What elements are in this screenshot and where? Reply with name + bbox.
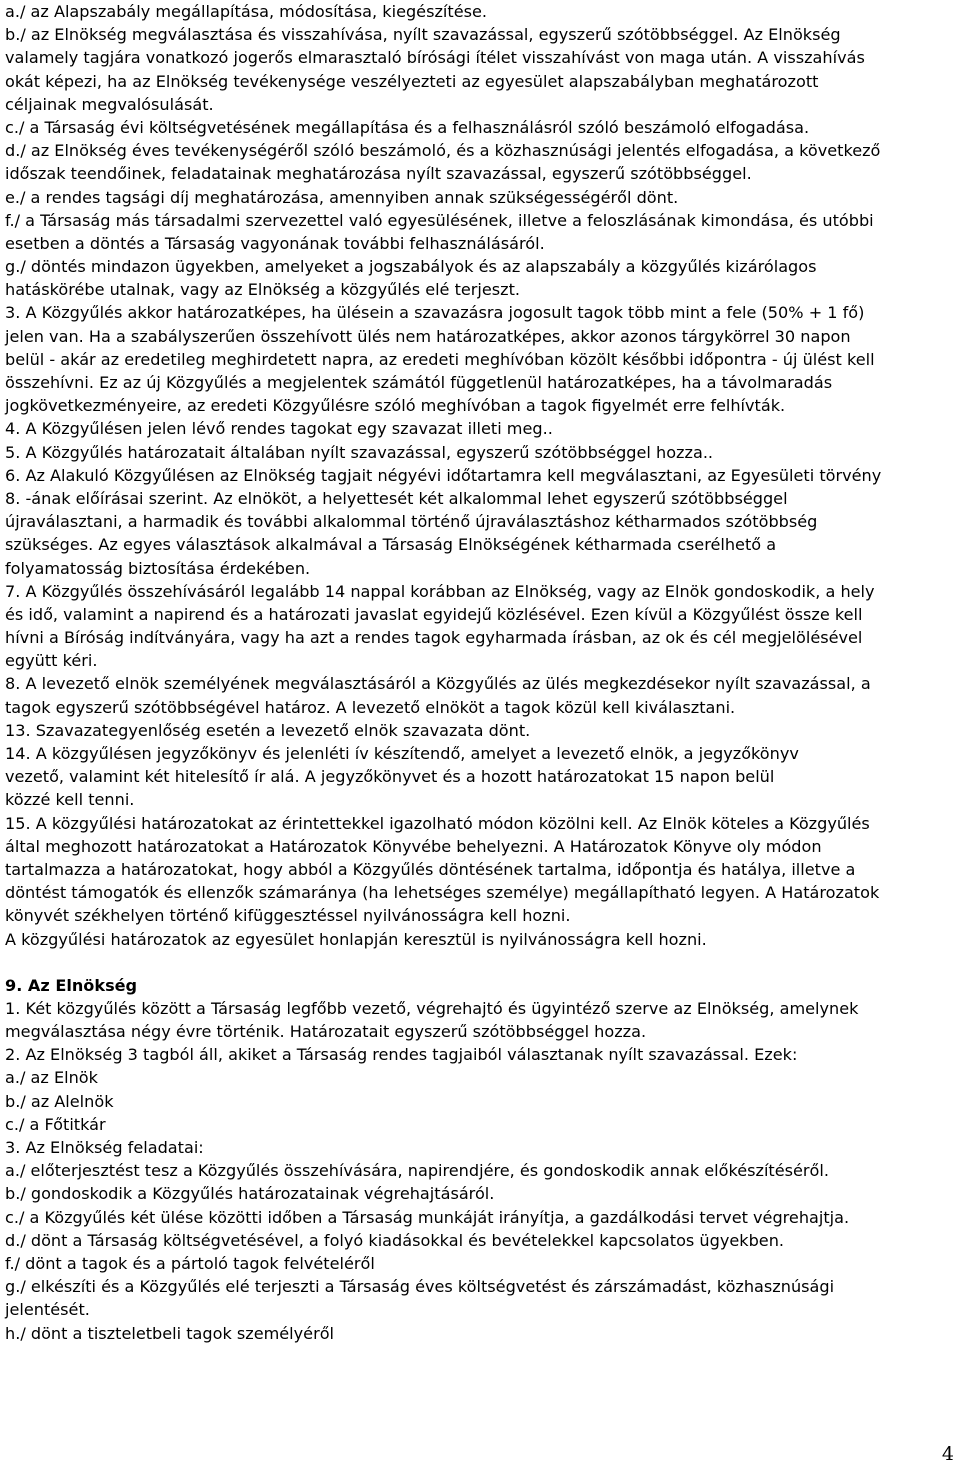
text-line: együtt kéri. [5,651,98,671]
text-line: esetben a döntés a Társaság vagyonának további felhasználásáról. [5,233,545,253]
paragraph-block-kozgyules [5,0,955,951]
text-line: b./ az Elnökség megválasztása és visszahívása, nyílt szavazással, egyszerű szótöbbséggel. Az Elnökség [5,25,841,45]
text-line: hatáskörébe utalnak, vagy az Elnökség a közgyűlés elé terjeszt. [5,280,521,300]
text-line: által meghozott határozatokat a Határozatok Könyvébe behelyezni. A Határozatok Könyve oly módon [5,836,822,856]
text-line: c./ a Közgyűlés két ülése közötti időben a Társaság munkáját irányítja, a gazdálkodási tervet végrehajtja. [5,1207,850,1227]
section-heading: 9. Az Elnökség [5,975,138,995]
text-line: a./ előterjesztést tesz a Közgyűlés összehívására, napirendjére, és gondoskodik annak előkészítéséről. [5,1161,829,1181]
text-line: hívni a Bíróság indítványára, vagy ha azt a rendes tagok egyharmada írásban, az ok és cél megjelölésével [5,628,863,648]
text-line: 2. Az Elnökség 3 tagból áll, akiket a Társaság rendes tagjaiból választanak nyílt szavazással. Ezek: [5,1045,798,1065]
text-line: 15. A közgyűlési határozatokat az érintettekkel igazolható módon közölni kell. Az Elnök köteles a Közgyűlés [5,813,870,833]
text-line: 8. -ának előírásai szerint. Az elnököt, a helyettesét két alkalommal lehet egyszerű szótöbbséggel [5,488,788,508]
text-line: 5. A Közgyűlés határozatait általában nyílt szavazással, egyszerű szótöbbséggel hozza.. [5,442,714,462]
text-line: folyamatosság biztosítása érdekében. [5,558,311,578]
text-line: b./ gondoskodik a Közgyűlés határozatainak végrehajtásáról. [5,1184,495,1204]
text-line: 7. A Közgyűlés összehívásáról legalább 14 nappal korábban az Elnökség, vagy az Elnök gondoskodik, a hely [5,581,875,601]
text-line: d./ az Elnökség éves tevékenységéről szóló beszámoló, és a közhasznúsági jelentés elfogadása, a következő [5,141,881,161]
text-line: valamely tagjára vonatkozó jogerős elmarasztaló bírósági ítélet visszahívást von maga után. A visszahívás [5,48,865,68]
text-line: 14. A közgyűlésen jegyzőkönyv és jelenléti ív készítendő, amelyet a levezető elnök, a jegyzőkönyv [5,744,799,763]
text-line: közzé kell tenni. [5,790,135,810]
text-line: céljainak megvalósulását. [5,94,214,114]
text-line: 13. Szavazategyenlőség esetén a levezető elnök szavazata dönt. [5,720,531,740]
text-line: megválasztása négy évre történik. Határozatait egyszerű szótöbbséggel hozza. [5,1022,647,1042]
text-line: és idő, valamint a napirend és a határozati javaslat egyidejű közlésével. Ezen kívül a Közgyűlést össze kell [5,604,863,624]
text-line: 8. A levezető elnök személyének megválasztásáról a Közgyűlés az ülés megkezdésekor nyílt szavazással, a [5,674,871,694]
text-line: A közgyűlési határozatok az egyesület honlapján keresztül is nyilvánosságra kell hozni. [5,929,707,949]
text-line: e./ a rendes tagsági díj meghatározása, amennyiben annak szükségességéről dönt. [5,187,679,207]
text-line: okát képezi, ha az Elnökség tevékenysége veszélyezteti az egyesület alapszabályban meghatározott [5,71,819,91]
paragraph-block-elnokseg [5,997,955,1345]
text-line: 3. Az Elnökség feladatai: [5,1138,204,1157]
text-line: tartalmazza a határozatokat, hogy abból a Közgyűlés döntésének tartalma, időpontja és hatálya, illetve a [5,859,856,879]
text-line: 4. A Közgyűlésen jelen lévő rendes tagokat egy szavazat illeti meg.. [5,419,553,439]
text-line: jelentését. [5,1300,90,1320]
text-line: összehívni. Ez az új Közgyűlés a megjelentek számától függetlenül határozatképes, ha a távolmaradás [5,373,833,392]
text-line: c./ a Társaság évi költségvetésének megállapítása és a felhasználásról szóló beszámoló elfogadása. [5,117,810,137]
text-line: g./ döntés mindazon ügyekben, amelyeket a jogszabályok és az alapszabály a közgyűlés kizárólagos [5,257,817,277]
document-page [5,0,955,1345]
text-line: a./ az Elnök [5,1068,98,1088]
text-line: f./ dönt a tagok és a pártoló tagok felvételéről [5,1253,375,1273]
text-line: tagok egyszerű szótöbbségével határoz. A levezető elnököt a tagok közül kell kiválasztani. [5,697,736,717]
text-line: h./ dönt a tiszteletbeli tagok személyéről [5,1323,335,1343]
text-line: vezető, valamint két hitelesítő ír alá. A jegyzőkönyvet és a hozott határozatokat 15 napon belül [5,767,775,787]
text-line: időszak teendőinek, feladatainak meghatározása nyílt szavazással, egyszerű szótöbbséggel. [5,164,752,184]
spacer [5,951,955,974]
text-line: d./ dönt a Társaság költségvetésével, a folyó kiadásokkal és bevételekkel kapcsolatos ügyekben. [5,1230,785,1250]
text-line: döntést támogatók és ellenzők számaránya (ha lehetséges személye) megállapítható legyen. A Határozatok [5,883,880,903]
text-line: szükséges. Az egyes választások alkalmával a Társaság Elnökségének kétharmada cserélhető a [5,535,777,555]
text-line: jogkövetkezményeire, az eredeti Közgyűlésre szóló meghívóban a tagok figyelmét erre felhívták. [5,396,786,416]
text-line: könyvét székhelyen történő kifüggesztéssel nyilvánosságra kell hozni. [5,906,571,926]
text-line: 3. A Közgyűlés akkor határozatképes, ha ülésein a szavazásra jogosult tagok több mint a fele (50% + 1 fő) [5,303,865,323]
text-line: jelen van. Ha a szabályszerűen összehívott ülés nem határozatképes, akkor azonos tárgykörrel 30 napon [5,326,851,346]
text-line: a./ az Alapszabály megállapítása, módosítása, kiegészítése. [5,2,488,21]
text-line: újraválasztani, a harmadik és további alkalommal történő újraválasztáshoz kétharmados szótöbbség [5,512,818,532]
text-line: f./ a Társaság más társadalmi szervezettel való egyesülésének, illetve a feloszlásának kimondása, és utóbbi [5,210,874,230]
page-number: 4 [941,1443,954,1465]
text-line: c./ a Főtitkár [5,1114,106,1134]
text-line: belül - akár az eredetileg meghirdetett napra, az eredeti meghívóban közölt későbbi időpontra - új ülést kell [5,349,875,369]
text-line: 6. Az Alakuló Közgyűlésen az Elnökség tagjait négyévi időtartamra kell megválasztani, az Egyesületi törvény [5,465,882,485]
text-line: b./ az Alelnök [5,1091,114,1111]
text-line: g./ elkészíti és a Közgyűlés elé terjeszti a Társaság éves költségvetést és zárszámadást, közhasznúsági [5,1277,835,1297]
text-line: 1. Két közgyűlés között a Társaság legfőbb vezető, végrehajtó és ügyintéző szerve az Elnökség, amelynek [5,998,859,1018]
